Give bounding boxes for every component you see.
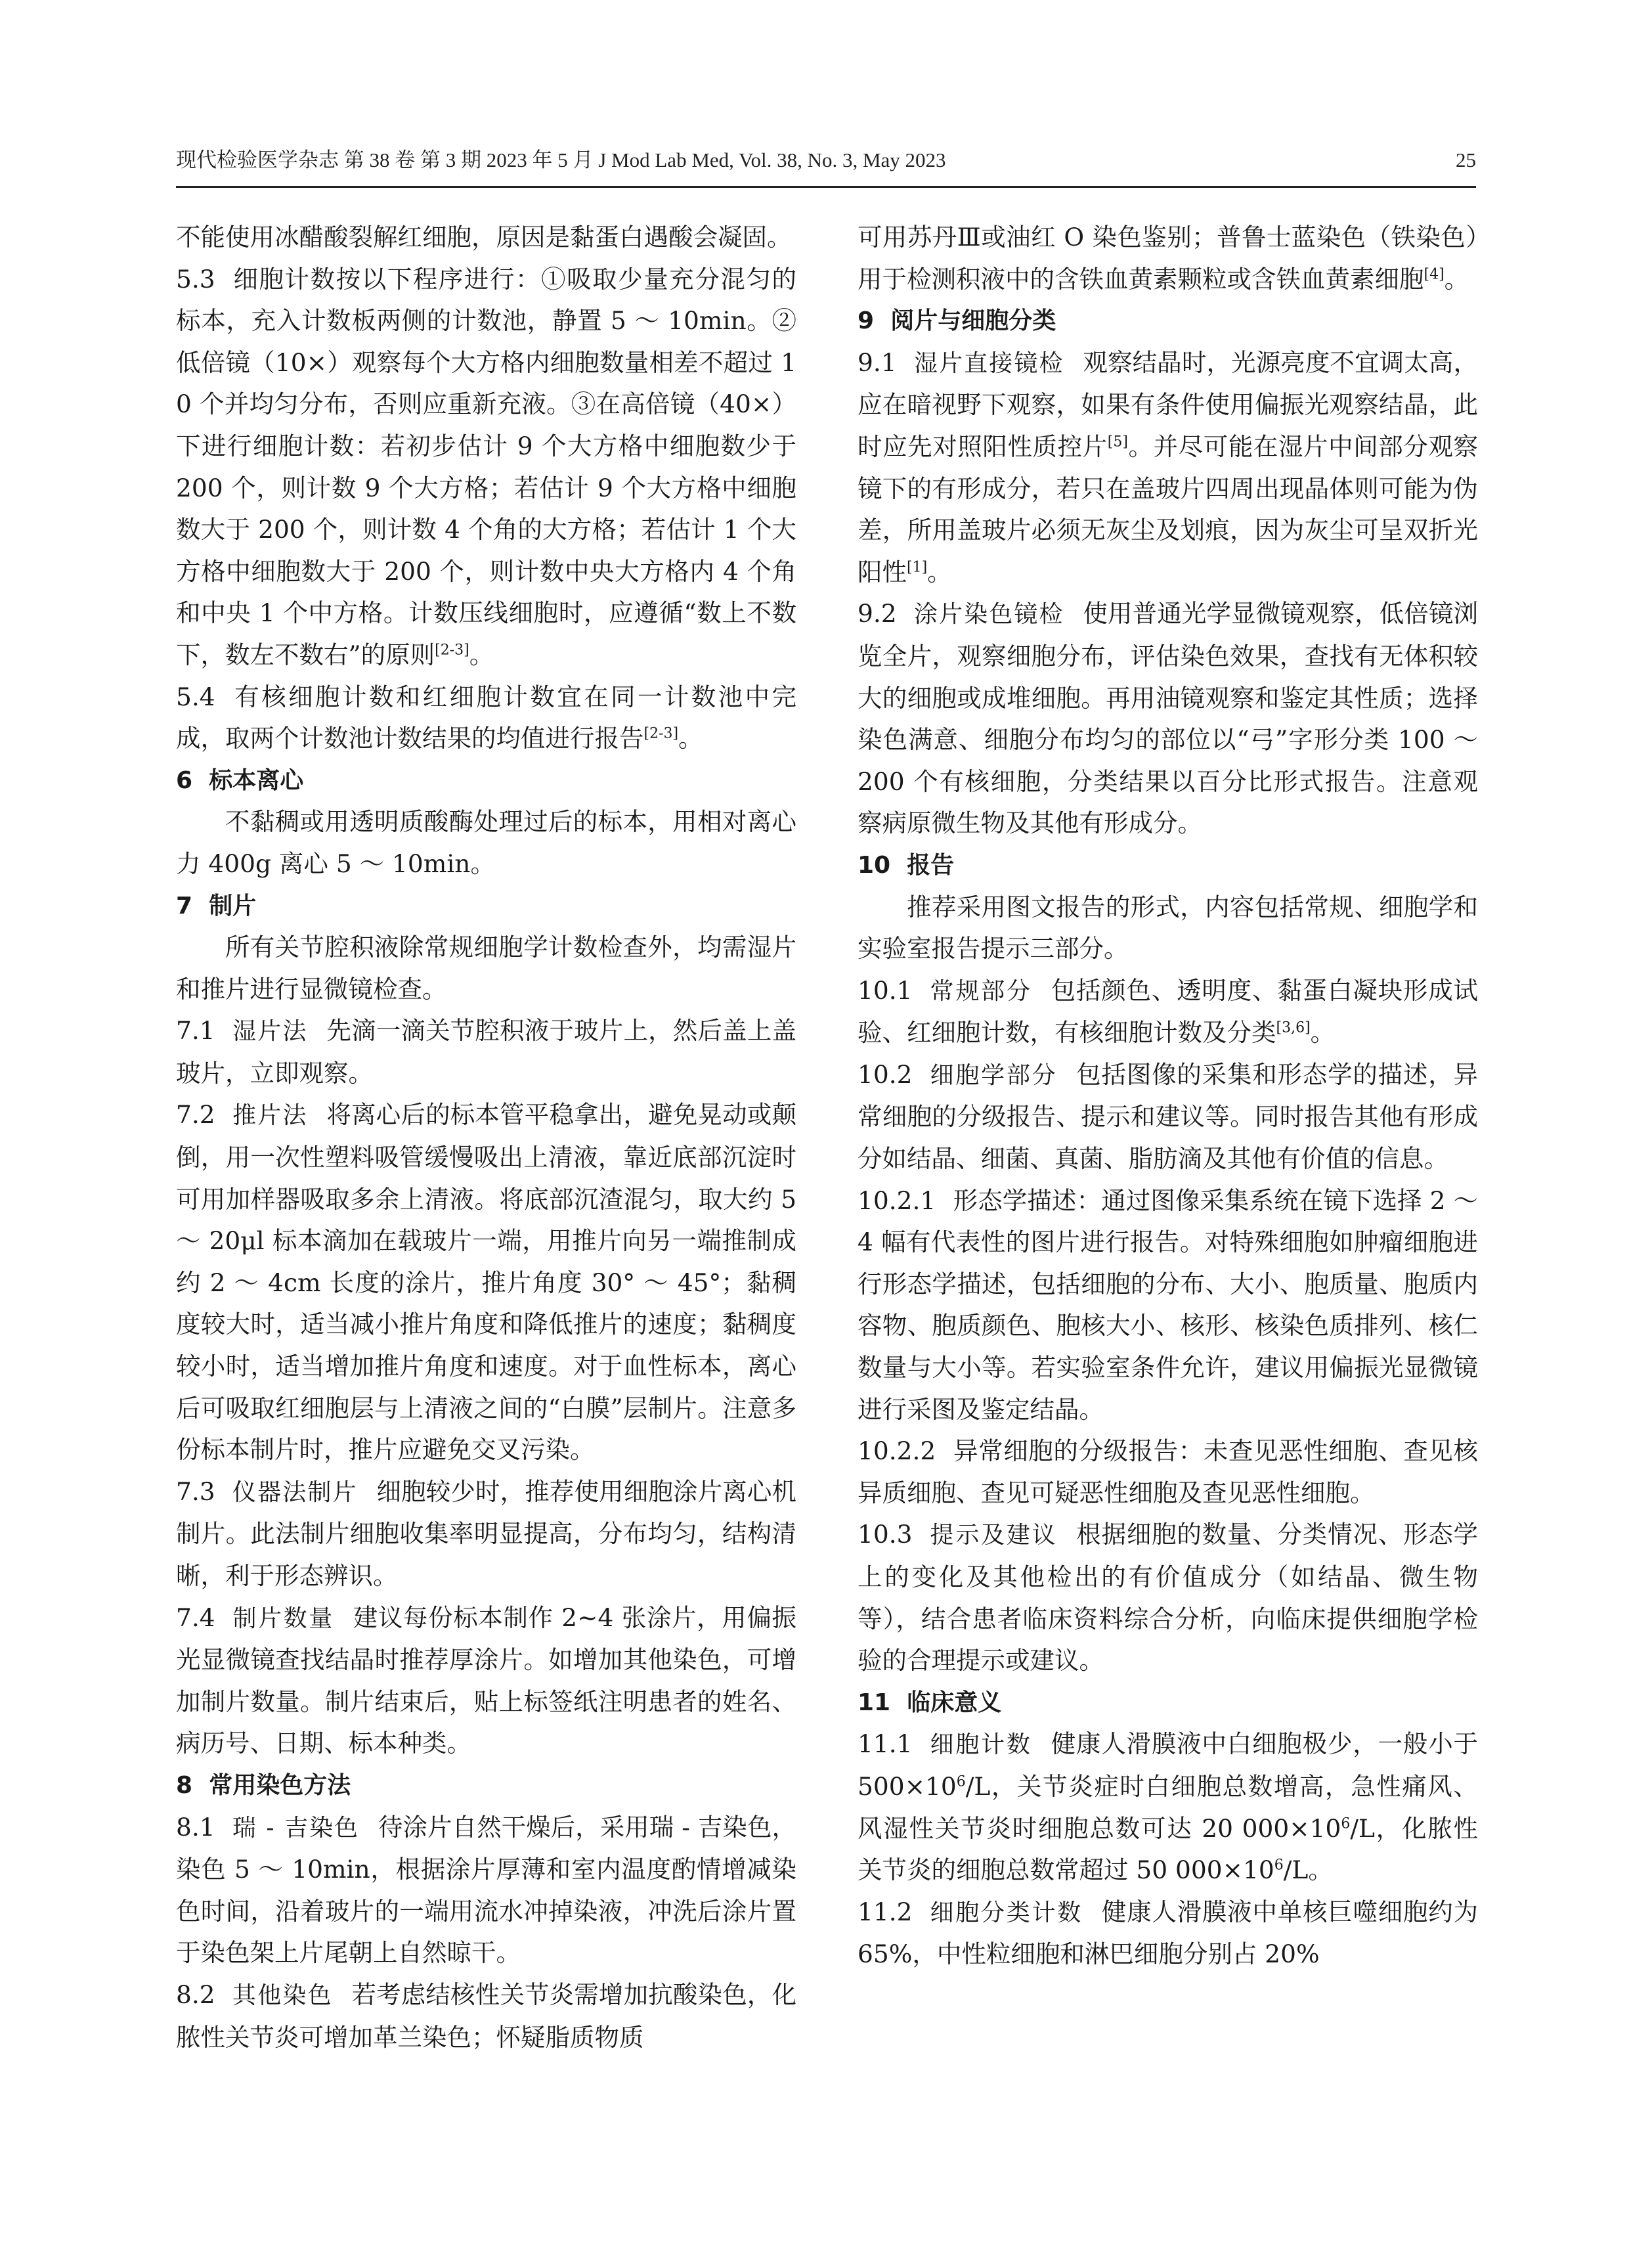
- journal-info: 现代检验医学杂志 第 38 卷 第 3 期 2023 年 5 月 J Mod Lab Med, Vol. 38, No. 3, May 2023: [176, 148, 946, 171]
- exponent: 6: [1274, 1857, 1284, 1874]
- heading-number: 7: [176, 892, 193, 919]
- paragraph-7-2: [176, 1094, 796, 1471]
- paragraph-text: 建议每份标本制作 2~4 张涂片，用偏振光显微镜查找结晶时推荐厚涂片。如增加其他染色，可增加制片数量。制片结束后，贴上标签纸注明患者的姓名、病历号、日期、标本种类。: [176, 1603, 796, 1758]
- paragraph-text: 细胞较少时，推荐使用细胞涂片离心机制片。此法制片细胞收集率明显提高，分布均匀，结构清晰，利于形态辨识。: [176, 1476, 796, 1590]
- subsection-title: 常规部分: [929, 977, 1032, 1005]
- heading-text: 阅片与细胞分类: [890, 307, 1056, 335]
- paragraph-text: 根据细胞的数量、分类情况、形态学上的变化及其他检出的有价值成分（如结晶、微生物等），结合患者临床资料综合分析，向临床提供细胞学检验的合理提示或建议。: [858, 1520, 1478, 1675]
- subsection-title: 推片法: [232, 1102, 308, 1130]
- section-number: 5.3: [176, 264, 215, 294]
- citation: [3,6]: [1276, 1019, 1311, 1036]
- left-column: [176, 217, 796, 2207]
- subsection-title: 提示及建议: [929, 1522, 1058, 1549]
- heading-number: 6: [176, 766, 193, 794]
- subsection-title: 湿片直接镜检: [913, 349, 1064, 377]
- paragraph-text: 将离心后的标本管平稳拿出，避免晃动或颠倒，用一次性塑料吸管缓慢吸出上清液，靠近底部沉淀时可用加样器吸取多余上清液。将底部沉渣混匀，取大约 5 ～ 20μl 标本滴加在载玻片一端，用推片向另一端推制成约 2 ～ 4cm 长度的涂片，推片角度 30° ～ 45°；黏稠度较大时，适当减小推片角度和降低推片的速度；黏稠度较小时，适当增加推片角度和速度。对于血性标本，离心后可吸取红细胞层与上清液之间的“白膜”层制片。注意多份标本制片时，推片应避免交叉污染。: [176, 1100, 796, 1465]
- subsection-title: 涂片染色镜检: [913, 601, 1064, 629]
- section-number: 10.2.2: [858, 1436, 936, 1466]
- paragraph-8-2: [176, 1974, 796, 2058]
- paragraph-text: 包括图像的采集和形态学的描述，异常细胞的分级报告、提示和建议等。同时报告其他有形成分如结晶、细菌、真菌、脂肪滴及其他有价值的信息。: [858, 1059, 1478, 1174]
- paragraph-7-4: [176, 1597, 796, 1765]
- paragraph-text: 先滴一滴关节腔积液于玻片上，然后盖上盖玻片，立即观察。: [176, 1016, 796, 1088]
- heading-8: [176, 1765, 796, 1807]
- paragraph-7-3: [176, 1471, 796, 1597]
- punct: 。: [927, 557, 952, 587]
- paragraph-text: 异常细胞的分级报告：未查见恶性细胞、查见核异质细胞、查见可疑恶性细胞及查见恶性细胞。: [858, 1436, 1478, 1507]
- paragraph-9-2: [858, 593, 1478, 845]
- paragraph-text: 细胞计数按以下程序进行：①吸取少量充分混匀的标本，充入计数板两侧的计数池，静置 5 ～ 10min。②低倍镜（10×）观察每个大方格内细胞数量相差不超过 10 个并均匀分布，否则应重新充液。③在高倍镜（40×）下进行细胞计数：若初步估计 9 个大方格中细胞数少于 200 个，则计数 9 个大方格；若估计 9 个大方格中细胞数大于 200 个，则计数 4 个角的大方格；若估计 1 个大方格中细胞数大于 200 个，则计数中央大方格内 4 个角和中央 1 个中方格。计数压线细胞时，应遵循“数上不数下，数左不数右”的原则: [176, 264, 796, 669]
- section-number: 7.1: [176, 1016, 215, 1046]
- heading-text: 常用染色方法: [209, 1771, 351, 1799]
- heading-number: 11: [858, 1689, 891, 1716]
- paragraph-text: /L，关节炎症时白细胞总数增高，急性痛风、风湿性关节炎时细胞总数可达 20 000×10: [858, 1771, 1478, 1843]
- citation: [2-3]: [435, 642, 469, 659]
- section-number: 7.3: [176, 1476, 215, 1506]
- page-number: 25: [1456, 148, 1476, 171]
- paragraph-text: 有核细胞计数和红细胞计数宜在同一计数池中完成，取两个计数池计数结果的均值进行报告: [176, 682, 796, 753]
- paragraph-text: 所有关节腔积液除常规细胞学计数检查外，均需湿片和推片进行显微镜检查。: [176, 933, 796, 1004]
- section-number: 7.2: [176, 1100, 215, 1130]
- citation: [4]: [1424, 266, 1445, 283]
- paragraph-text: 推荐采用图文报告的形式，内容包括常规、细胞学和实验室报告提示三部分。: [858, 892, 1478, 963]
- paragraph-text: 不能使用冰醋酸裂解红细胞，原因是黏蛋白遇酸会凝固。: [176, 223, 792, 252]
- paragraph-text: 待涂片自然干燥后，采用瑞 - 吉染色，染色 5 ～ 10min，根据涂片厚薄和室内温度酌情增减染色时间，沿着玻片的一端用流水冲掉染液，冲洗后涂片置于染色架上片尾朝上自然晾干。: [176, 1812, 796, 1968]
- paragraph-10-3: [858, 1514, 1478, 1681]
- section-number: 10.1: [858, 975, 913, 1005]
- heading-text: 制片: [209, 892, 257, 919]
- section-number: 8.1: [176, 1812, 215, 1842]
- paragraph: [176, 217, 796, 259]
- paragraph-text: 。并尽可能在湿片中间部分观察镜下的有形成分，若只在盖玻片四周出现晶体则可能为伪差，所用盖玻片必须无灰尘及划痕，因为灰尘可呈双折光阳性: [858, 432, 1478, 587]
- subsection-title: 瑞 - 吉染色: [232, 1814, 360, 1842]
- section-number: 10.3: [858, 1520, 913, 1549]
- heading-number: 9: [858, 307, 875, 335]
- subsection-title: 仪器法制片: [232, 1478, 358, 1506]
- citation: [2-3]: [643, 725, 679, 742]
- paragraph: [176, 801, 796, 885]
- paragraph-10-2-1: [858, 1180, 1478, 1431]
- section-number: 10.2.1: [858, 1185, 936, 1215]
- citation: [5]: [1107, 433, 1128, 451]
- paragraph-10-2-2: [858, 1430, 1478, 1514]
- paragraph-7-1: [176, 1010, 796, 1094]
- heading-6: [176, 760, 796, 802]
- heading-11: [858, 1682, 1478, 1724]
- heading-10: [858, 845, 1478, 887]
- paragraph-11-1: [858, 1723, 1478, 1891]
- punct: 。: [1444, 264, 1469, 294]
- heading-7: [176, 885, 796, 927]
- paragraph-text: /L。: [1283, 1855, 1333, 1885]
- heading-9: [858, 300, 1478, 342]
- section-number: 11.1: [858, 1729, 913, 1759]
- right-column: [858, 217, 1478, 2207]
- section-number: 8.2: [176, 1980, 215, 2009]
- section-number: 5.4: [176, 682, 215, 711]
- heading-text: 临床意义: [907, 1689, 1002, 1716]
- paragraph-5-4: [176, 676, 796, 760]
- exponent: 6: [1341, 1815, 1351, 1832]
- paragraph: [176, 927, 796, 1010]
- paragraph: [858, 887, 1478, 970]
- paragraph: [858, 217, 1478, 300]
- header-rule: [176, 186, 1476, 188]
- paragraph-text: 健康人滑膜液中单核巨噬细胞约为 65%，中性粒细胞和淋巴细胞分别占 20%: [858, 1897, 1478, 1969]
- paragraph-text: 若考虑结核性关节炎需增加抗酸染色，化脓性关节炎可增加革兰染色；怀疑脂质物质: [176, 1980, 796, 2052]
- paragraph-9-1: [858, 342, 1478, 594]
- punct: 。: [678, 724, 703, 753]
- running-header: [176, 141, 1476, 180]
- subsection-title: 其他染色: [232, 1981, 333, 2009]
- paragraph-text: /L，化脓性关节炎的细胞总数常超过 50 000×10: [858, 1813, 1478, 1885]
- heading-text: 标本离心: [209, 766, 304, 794]
- paragraph-text: 形态学描述：通过图像采集系统在镜下选择 2 ～ 4 幅有代表性的图片进行报告。对特殊细胞如肿瘤细胞进行形态学描述，包括细胞的分布、大小、胞质量、胞质内容物、胞质颜色、胞核大小、核形、核染色质排列、核仁数量与大小等。若实验室条件允许，建议用偏振光显微镜进行采图及鉴定结晶。: [858, 1185, 1478, 1424]
- subsection-title: 细胞分类计数: [929, 1899, 1083, 1926]
- heading-number: 8: [176, 1771, 193, 1799]
- subsection-title: 细胞计数: [929, 1731, 1032, 1759]
- subsection-title: 细胞学部分: [929, 1061, 1058, 1089]
- section-number: 10.2: [858, 1059, 913, 1089]
- heading-text: 报告: [907, 851, 955, 879]
- citation: [1]: [907, 559, 928, 576]
- paragraph-11-2: [858, 1892, 1478, 1976]
- section-number: 9.2: [858, 599, 897, 629]
- subsection-title: 湿片法: [232, 1018, 308, 1046]
- heading-number: 10: [858, 851, 891, 879]
- punct: 。: [1310, 1018, 1336, 1048]
- section-number: 7.4: [176, 1603, 215, 1632]
- paragraph-8-1: [176, 1807, 796, 1974]
- paragraph-text: 健康人滑膜液中白细胞极少，一般小于 500×10: [858, 1729, 1478, 1801]
- paragraph-text: 包括颜色、透明度、黏蛋白凝块形成试验、红细胞计数，有核细胞计数及分类: [858, 975, 1478, 1048]
- section-number: 11.2: [858, 1897, 913, 1926]
- exponent: 6: [956, 1773, 966, 1790]
- paragraph-10-1: [858, 970, 1478, 1054]
- paragraph-text: 使用普通光学显微镜观察，低倍镜浏览全片，观察细胞分布，评估染色效果，查找有无体积较大的细胞或成堆细胞。再用油镜观察和鉴定其性质；选择染色满意、细胞分布均匀的部位以“弓”字形分类 100 ～ 200 个有核细胞，分类结果以百分比形式报告。注意观察病原微生物及其他有形成分。: [858, 599, 1478, 838]
- punct: 。: [469, 640, 494, 669]
- paragraph-text: 可用苏丹Ⅲ或油红 O 染色鉴别；普鲁士蓝染色（铁染色）用于检测积液中的含铁血黄素颗粒或含铁血黄素细胞: [858, 223, 1478, 294]
- paragraph-text: 观察结晶时，光源亮度不宜调太高，应在暗视野下观察，如果有条件使用偏振光观察结晶，此时应先对照阳性质控片: [858, 347, 1478, 461]
- paragraph-5-3: [176, 259, 796, 676]
- paragraph-text: 不黏稠或用透明质酸酶处理过后的标本，用相对离心力 400g 离心 5 ～ 10min。: [176, 807, 796, 878]
- subsection-title: 制片数量: [232, 1605, 334, 1632]
- paragraph-10-2: [858, 1054, 1478, 1180]
- section-number: 9.1: [858, 347, 897, 377]
